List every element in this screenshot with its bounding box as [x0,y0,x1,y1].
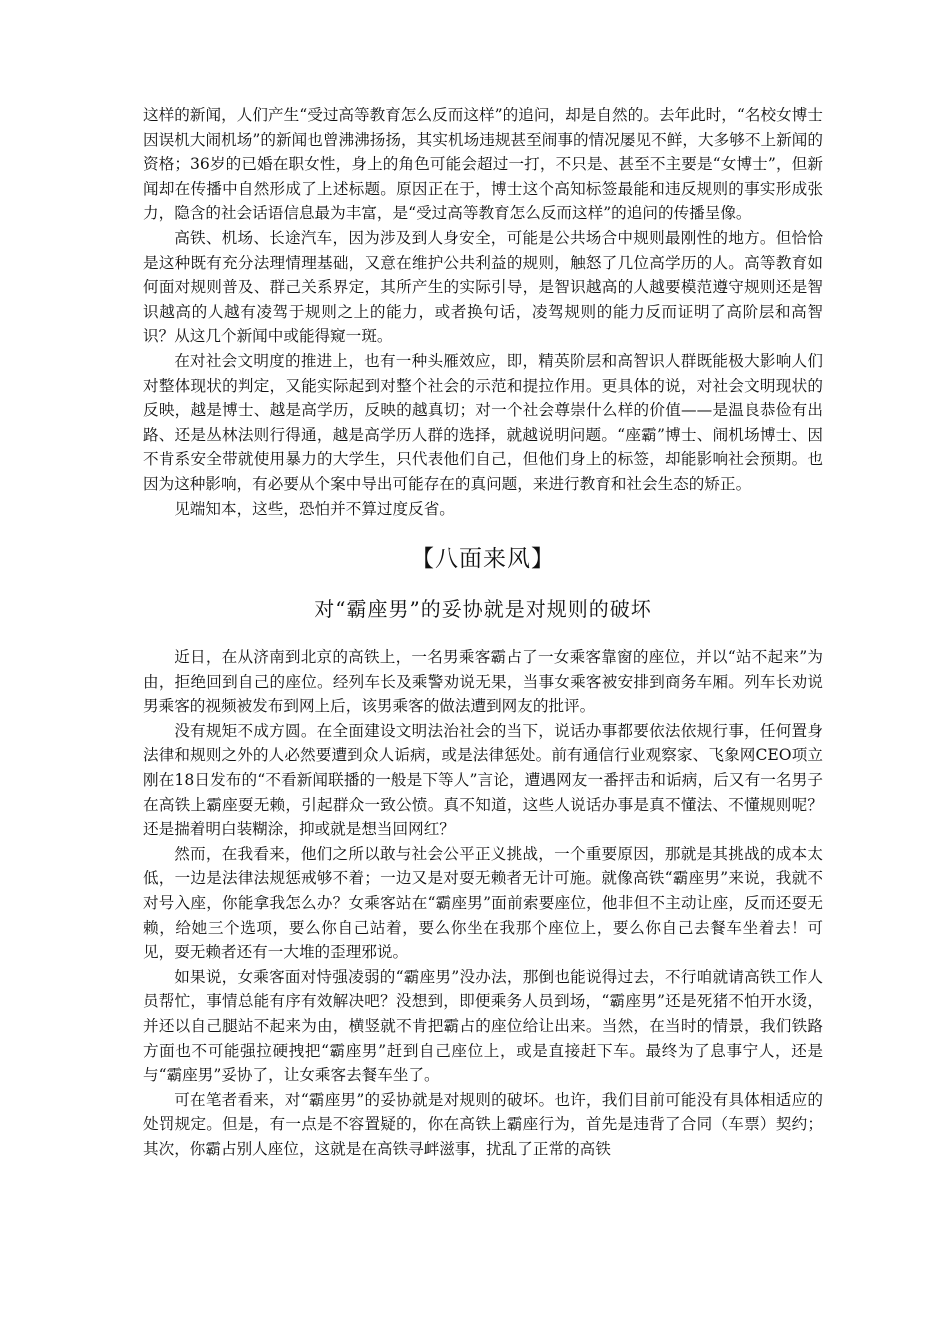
article-body [143,645,823,1161]
paragraph: 没有规矩不成方圆。在全面建设文明法治社会的当下，说话办事都要依法依规行事，任何置身法律和规则之外的人必然要遭到众人诟病，或是法律惩处。前有通信行业观察家、飞象网CEO项立刚在18日发布的“不看新闻联播的一般是下等人”言论，遭遇网友一番抨击和诟病，后又有一名男子在高铁上霸座耍无赖，引起群众一致公愤。真不知道，这些人说话办事是真不懂法、不懂规则呢？还是揣着明白装糊涂，抑或就是想当回网红？ [143,721,823,839]
paragraph: 在对社会文明度的推进上，也有一种头雁效应，即，精英阶层和高智识人群既能极大影响人们对整体现状的判定，又能实际起到对整个社会的示范和提拉作用。更具体的说，对社会文明现状的反映，越是博士、越是高学历，反映的越真切；对一个社会尊崇什么样的价值——是温良恭俭有出路、还是丛林法则行得通，越是高学历人群的选择，就越说明问题。“座霸”博士、闹机场博士、因不肯系安全带就使用暴力的大学生，只代表他们自己，但他们身上的标签，却能影响社会预期。也因为这种影响，有必要从个案中导出可能存在的真问题，来进行教育和社会生态的矫正。 [143,351,823,493]
section-heading: 【八面来风】 [411,546,555,573]
article-continuation [143,103,823,521]
paragraph: 可在笔者看来，对“霸座男”的妥协就是对规则的破坏。也许，我们目前可能没有具体相适应的处罚规定。但是，有一点是不容置疑的，你在高铁上霸座行为，首先是违背了合同（车票）契约；其次，你霸占别人座位，这就是在高铁寻衅滋事，扰乱了正常的高铁 [143,1090,823,1158]
document-body [143,103,823,1162]
paragraph: 见端知本，这些，恐怕并不算过度反省。 [174,499,455,518]
paragraph: 这样的新闻，人们产生“受过高等教育怎么反而这样”的追问，却是自然的。去年此时，“名校女博士因误机大闹机场”的新闻也曾沸沸扬扬，其实机场违规甚至闹事的情况屡见不鲜，大多够不上新闻的资格；36岁的已婚在职女性，身上的角色可能会超过一打，不只是、甚至不主要是“女博士”，但新闻却在传播中自然形成了上述标题。原因正在于，博士这个高知标签最能和违反规则的事实形成张力，隐含的社会话语信息最为丰富，是“受过高等教育怎么反而这样”的追问的传播呈像。 [143,106,823,223]
paragraph: 如果说，女乘客面对恃强凌弱的“霸座男”没办法，那倒也能说得过去，不行咱就请高铁工作人员帮忙，事情总能有序有效解决吧？没想到，即便乘务人员到场，“霸座男”还是死猪不怕开水烫，并还以自己腿站不起来为由，横竖就不肯把霸占的座位给让出来。当然，在当时的情景，我们铁路方面也不可能强拉硬拽把“霸座男”赶到自己座位上，或是直接赶下车。最终为了息事宁人，还是与“霸座男”妥协了，让女乘客去餐车坐了。 [143,967,823,1085]
paragraph: 近日，在从济南到北京的高铁上，一名男乘客霸占了一女乘客靠窗的座位，并以“站不起来”为由，拒绝回到自己的座位。经列车长及乘警劝说无果，当事女乘客被安排到商务车厢。列车长劝说男乘客的视频被发布到网上后，该男乘客的做法遭到网友的批评。 [143,648,823,716]
article-title: 对“霸座男”的妥协就是对规则的破坏 [314,597,652,622]
paragraph: 高铁、机场、长途汽车，因为涉及到人身安全，可能是公共场合中规则最刚性的地方。但恰恰是这种既有充分法理情理基础，又意在维护公共利益的规则，触怒了几位高学历的人。高等教育如何面对规则普及、群己关系界定，其所产生的实际引导，是智识越高的人越要模范遵守规则还是智识越高的人越有凌驾于规则之上的能力，或者换句话，凌驾规则的能力反而证明了高阶层和高智识？从这几个新闻中或能得窥一斑。 [143,228,823,346]
paragraph: 然而，在我看来，他们之所以敢与社会公平正义挑战，一个重要原因，那就是其挑战的成本太低，一边是法律法规惩戒够不着；一边又是对耍无赖者无计可施。就像高铁“霸座男”来说，我就不对号入座，你能拿我怎么办？女乘客站在“霸座男”面前索要座位，他非但不主动让座，反而还耍无赖，给她三个选项，要么你自己站着，要么你坐在我那个座位上，要么你自己去餐车坐着去！可见，耍无赖者还有一大堆的歪理邪说。 [143,844,823,962]
